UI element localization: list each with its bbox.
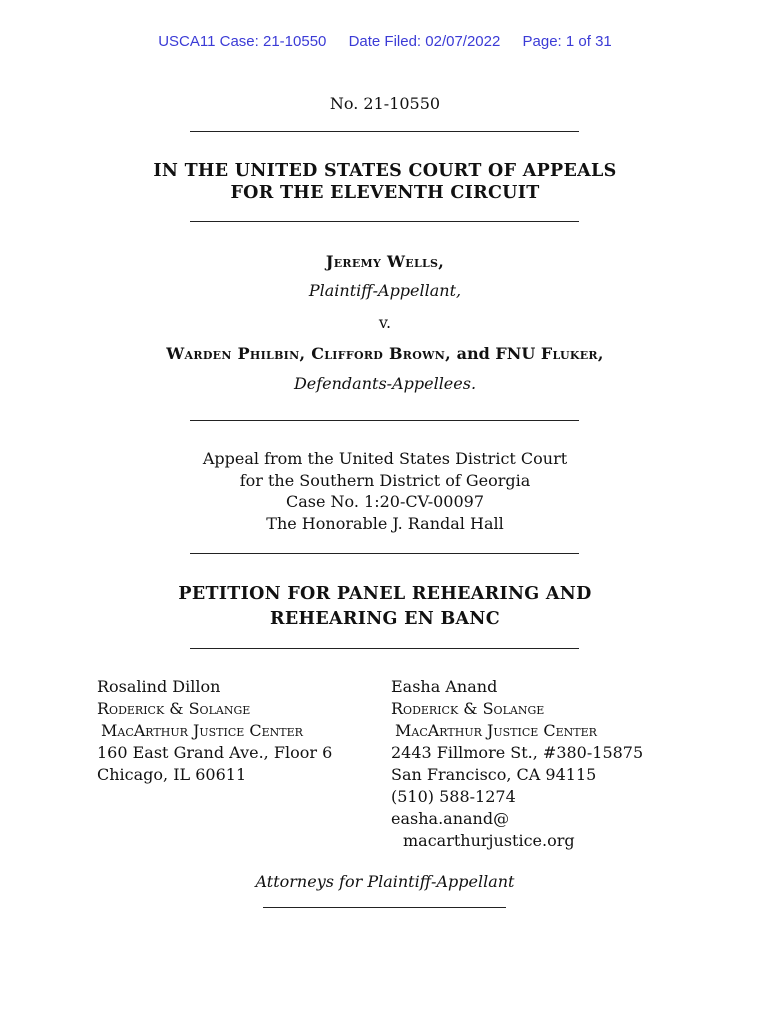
appeal-line-2: for the Southern District of Georgia bbox=[239, 470, 531, 490]
counsel-left-firm-2: MacArthur Justice Center bbox=[101, 721, 303, 740]
stamp-page-count: Page: 1 of 31 bbox=[522, 33, 612, 50]
counsel-right-name: Easha Anand bbox=[391, 677, 498, 696]
defendants-conjunction: and FNU bbox=[451, 344, 541, 363]
divider-rule bbox=[190, 131, 579, 132]
counsel-right-firm-1: Roderick & Solange bbox=[391, 699, 545, 718]
counsel-right-address-1: 2443 Fillmore St., #380-15875 bbox=[391, 743, 644, 762]
defendants-names bbox=[0, 344, 770, 363]
stamp-date-filed: Date Filed: 02/07/2022 bbox=[348, 33, 501, 50]
petition-title bbox=[0, 582, 770, 632]
divider-rule bbox=[190, 420, 579, 421]
counsel-right-firm-2: MacArthur Justice Center bbox=[395, 721, 597, 740]
plaintiff-name-text: Jeremy Wells, bbox=[325, 252, 445, 271]
case-number: No. 21-10550 bbox=[329, 94, 441, 113]
counsel-left-address-2: Chicago, IL 60611 bbox=[97, 765, 247, 784]
counsel-right-address-2: San Francisco, CA 94115 bbox=[391, 765, 597, 784]
appeal-line-4: The Honorable J. Randal Hall bbox=[266, 513, 504, 533]
counsel-right-email-2: macarthurjustice.org bbox=[403, 831, 575, 850]
ecf-header-stamp bbox=[0, 33, 770, 50]
signature-rule bbox=[263, 907, 506, 908]
divider-rule bbox=[190, 221, 579, 222]
court-line-1: IN THE UNITED STATES COURT OF APPEALS bbox=[153, 161, 617, 181]
counsel-left-firm-1: Roderick & Solange bbox=[97, 699, 251, 718]
counsel-right bbox=[391, 676, 643, 852]
petition-line-1: PETITION FOR PANEL REHEARING AND bbox=[178, 584, 592, 604]
counsel-right-email-1: easha.anand@ bbox=[391, 809, 510, 828]
court-line-2: FOR THE ELEVENTH CIRCUIT bbox=[230, 183, 540, 203]
plaintiff-role: Plaintiff-Appellant, bbox=[308, 281, 462, 300]
petition-line-2: REHEARING EN BANC bbox=[270, 609, 500, 629]
counsel-left-name: Rosalind Dillon bbox=[97, 677, 221, 696]
counsel-left bbox=[97, 676, 332, 786]
attorneys-for: Attorneys for Plaintiff-Appellant bbox=[255, 872, 515, 891]
divider-rule bbox=[190, 553, 579, 554]
defendants-names-part1: Warden Philbin, Clifford Brown, bbox=[166, 344, 452, 363]
defendants-role: Defendants-Appellees. bbox=[293, 374, 477, 393]
appeal-line-3: Case No. 1:20-CV-00097 bbox=[285, 492, 485, 511]
counsel-right-phone: (510) 588-1274 bbox=[391, 787, 516, 806]
counsel-left-address-1: 160 East Grand Ave., Floor 6 bbox=[97, 743, 333, 762]
stamp-case-number: USCA11 Case: 21-10550 bbox=[158, 33, 327, 50]
versus: v. bbox=[378, 313, 392, 332]
court-name bbox=[0, 160, 770, 204]
plaintiff-name bbox=[0, 252, 770, 271]
divider-rule bbox=[190, 648, 579, 649]
appeal-block bbox=[0, 448, 770, 534]
appeal-line-1: Appeal from the United States District Court bbox=[202, 449, 568, 468]
defendants-names-part2: Fluker, bbox=[540, 344, 604, 363]
